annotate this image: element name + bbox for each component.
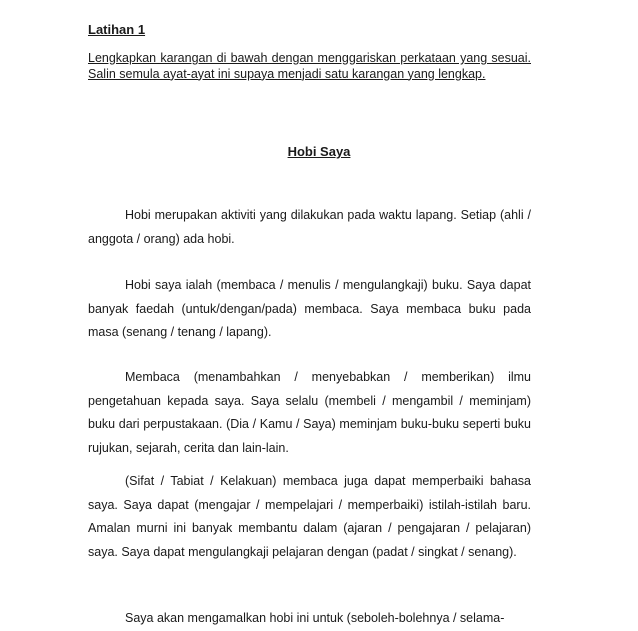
essay-paragraph-5: Saya akan mengamalkan hobi ini untuk (seboleh-bolehnya / selama- <box>125 611 505 625</box>
essay-paragraph-3: Membaca (menambahkan / menyebabkan / memberikan) ilmu pengetahuan kepada saya. Saya selalu (membeli / mengambil / meminjam) buku dari perpustakaan. (Dia / Kamu / Saya) meminjam buku-buku seperti buku rujukan, sejarah, cerita dan lain-lain. <box>88 370 531 455</box>
essay-paragraph-1: Hobi merupakan aktiviti yang dilakukan pada waktu lapang. Setiap (ahli / anggota / orang) ada hobi. <box>88 208 531 246</box>
essay-title: Hobi Saya <box>287 144 351 159</box>
exercise-instruction: Lengkapkan karangan di bawah dengan menggariskan perkataan yang sesuai. Salin semula ayat-ayat ini supaya menjadi satu karangan yang lengkap. <box>88 51 531 81</box>
exercise-title: Latihan 1 <box>88 22 146 37</box>
essay-paragraph-4: (Sifat / Tabiat / Kelakuan) membaca juga dapat memperbaiki bahasa saya. Saya dapat (mengajar / mempelajari / memperbaiki) istilah-istilah baru. Amalan murni ini banyak membantu dalam (ajaran / pengajaran / pelajaran) saya. Saya dapat mengulangkaji pelajaran dengan (padat / singkat / senang). <box>88 474 531 559</box>
essay-paragraph-2: Hobi saya ialah (membaca / menulis / mengulangkaji) buku. Saya dapat banyak faedah (untuk/dengan/pada) membaca. Saya membaca buku pada masa (senang / tenang / lapang). <box>88 278 531 339</box>
